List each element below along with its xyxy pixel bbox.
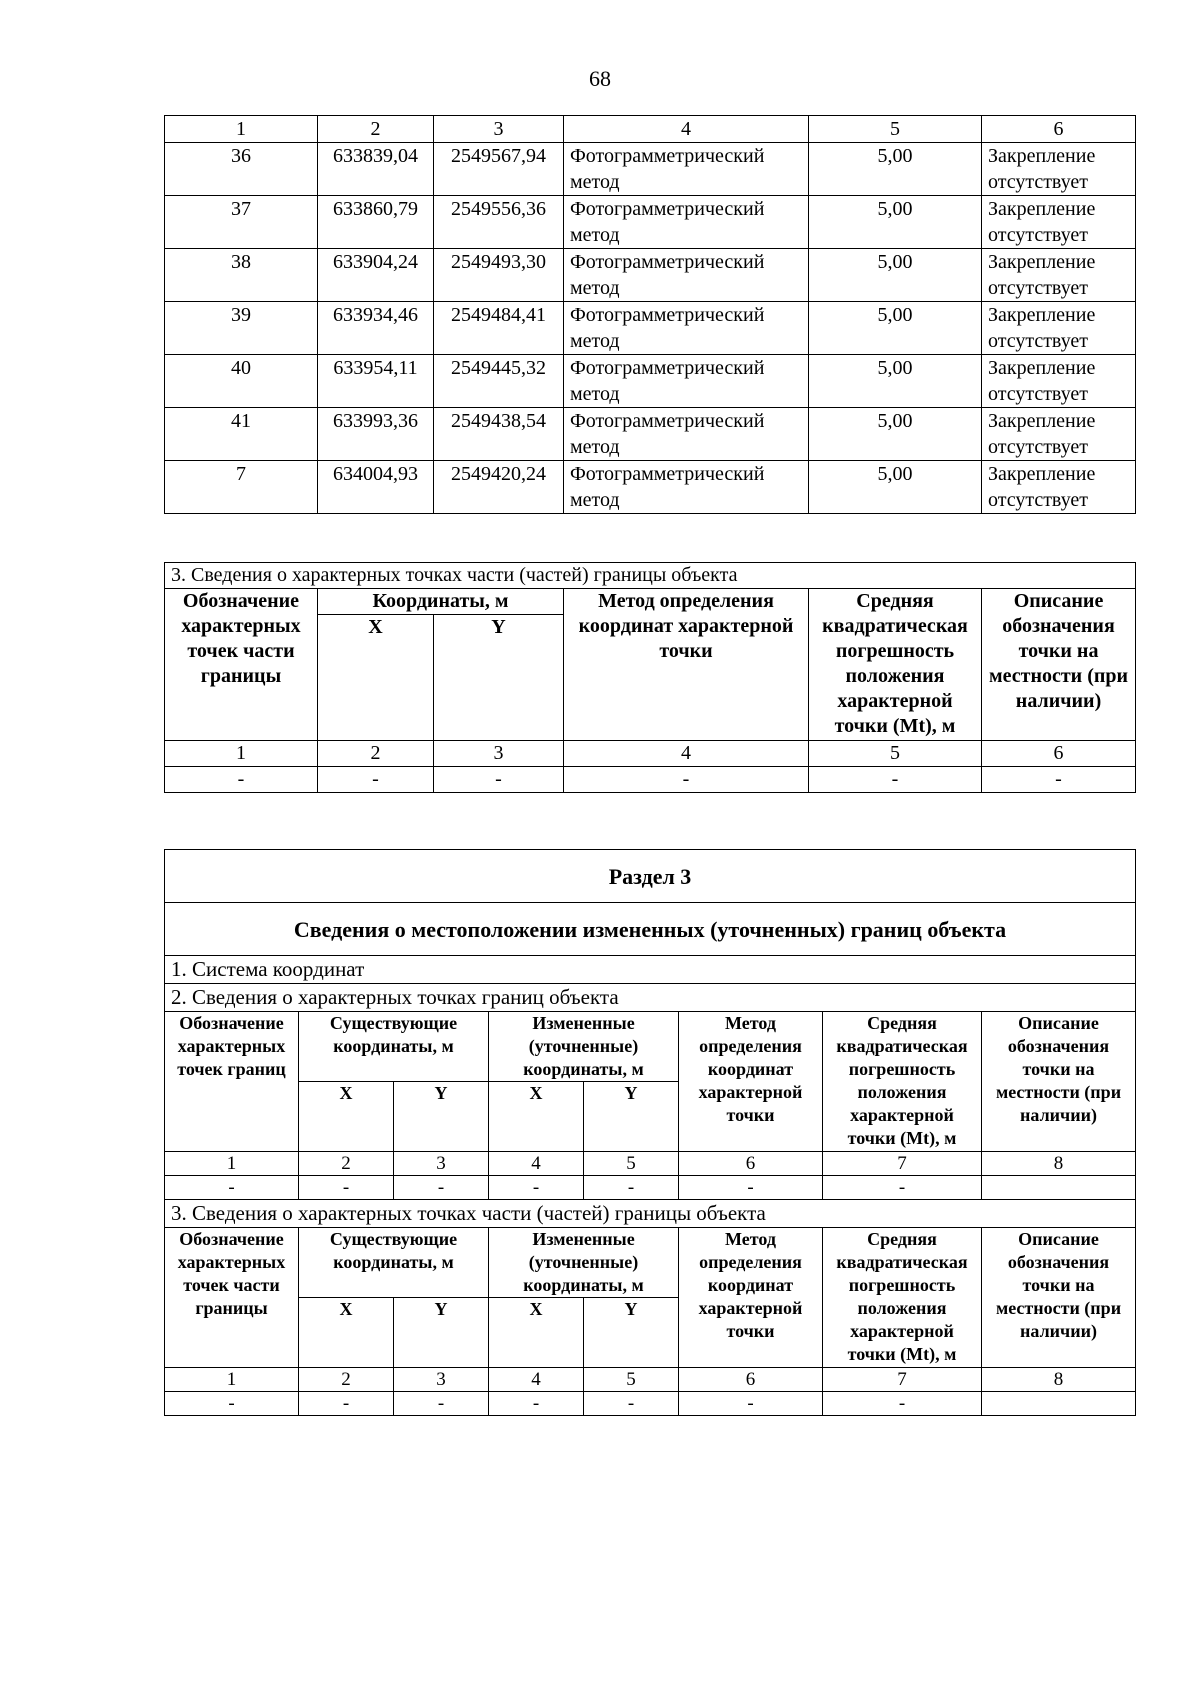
empty-cell: - [823, 1176, 982, 1200]
header-x: X [299, 1082, 394, 1152]
column-number: 8 [982, 1152, 1136, 1176]
empty-cell: - [434, 767, 564, 793]
header-cell: 4 [564, 116, 809, 143]
header-method: Метод определения координат характерной точки [564, 589, 809, 741]
header-x: X [489, 1082, 584, 1152]
column-number: 4 [489, 1152, 584, 1176]
table-header-row [165, 116, 1136, 143]
header-mt: Средняя квадратическая погрешность положения характерной точки (Mt), м [823, 1228, 982, 1368]
coord-x: 633839,04 [318, 143, 434, 196]
coord-y: 2549484,41 [434, 302, 564, 355]
empty-cell: - [299, 1392, 394, 1416]
header-existing-coords: Существующие координаты, м [299, 1228, 489, 1298]
mt-value: 5,00 [809, 302, 982, 355]
mt-value: 5,00 [809, 461, 982, 514]
point-number: 40 [165, 355, 318, 408]
header-changed-coords: Измененные (уточненные) координаты, м [489, 1228, 679, 1298]
header-cell: 3 [434, 116, 564, 143]
description: Закрепление отсутствует [982, 302, 1136, 355]
column-number: 8 [982, 1368, 1136, 1392]
header-y: Y [584, 1298, 679, 1368]
method: Фотограмметрический метод [564, 355, 809, 408]
header-cell: 6 [982, 116, 1136, 143]
header-y: Y [584, 1082, 679, 1152]
column-number: 2 [318, 741, 434, 767]
column-number: 1 [165, 1152, 299, 1176]
coord-x: 634004,93 [318, 461, 434, 514]
empty-cell [982, 1176, 1136, 1200]
empty-cell: - [489, 1392, 584, 1416]
page-number: 68 [589, 66, 611, 91]
empty-cell: - [679, 1176, 823, 1200]
method: Фотограмметрический метод [564, 249, 809, 302]
column-number: 4 [564, 741, 809, 767]
table-row [165, 355, 1136, 408]
point-number: 41 [165, 408, 318, 461]
header-description: Описание обозначения точки на местности (при наличии) [982, 589, 1136, 741]
section-subtitle: Сведения о местоположении измененных (уточненных) границ объекта [165, 903, 1136, 956]
method: Фотограмметрический метод [564, 302, 809, 355]
column-number: 6 [982, 741, 1136, 767]
header-y: Y [394, 1298, 489, 1368]
coord-y: 2549567,94 [434, 143, 564, 196]
mt-value: 5,00 [809, 408, 982, 461]
description: Закрепление отсутствует [982, 461, 1136, 514]
column-number: 3 [394, 1368, 489, 1392]
empty-cell: - [299, 1176, 394, 1200]
header-description: Описание обозначения точки на местности (при наличии) [982, 1228, 1136, 1368]
empty-cell: - [165, 767, 318, 793]
header-cell: 1 [165, 116, 318, 143]
table-row [165, 302, 1136, 355]
column-number: 7 [823, 1368, 982, 1392]
column-number: 1 [165, 741, 318, 767]
header-changed-coords: Измененные (уточненные) координаты, м [489, 1012, 679, 1082]
coord-y: 2549438,54 [434, 408, 564, 461]
header-method: Метод определения координат характерной точки [679, 1012, 823, 1152]
header-mt: Средняя квадратическая погрешность положения характерной точки (Mt), м [809, 589, 982, 741]
coord-y: 2549445,32 [434, 355, 564, 408]
header-x: X [318, 615, 434, 741]
empty-cell: - [679, 1392, 823, 1416]
column-number: 2 [299, 1368, 394, 1392]
point-number: 36 [165, 143, 318, 196]
empty-cell [982, 1392, 1136, 1416]
column-number: 3 [394, 1152, 489, 1176]
empty-cell: - [318, 767, 434, 793]
table-row [165, 196, 1136, 249]
method: Фотограмметрический метод [564, 461, 809, 514]
column-number: 1 [165, 1368, 299, 1392]
header-description: Описание обозначения точки на местности (при наличии) [982, 1012, 1136, 1152]
empty-cell: - [489, 1176, 584, 1200]
header-x: X [489, 1298, 584, 1368]
coord-x: 633934,46 [318, 302, 434, 355]
column-number: 3 [434, 741, 564, 767]
mt-value: 5,00 [809, 196, 982, 249]
table-caption: 3. Сведения о характерных точках части (частей) границы объекта [165, 563, 1136, 589]
column-number: 5 [584, 1152, 679, 1176]
part2-caption: 2. Сведения о характерных точках границ объекта [165, 984, 1136, 1012]
column-number: 5 [809, 741, 982, 767]
table-row [165, 249, 1136, 302]
description: Закрепление отсутствует [982, 249, 1136, 302]
empty-cell: - [584, 1392, 679, 1416]
header-designation: Обозначение характерных точек части границы [165, 589, 318, 741]
header-cell: 2 [318, 116, 434, 143]
table-row [165, 143, 1136, 196]
empty-cell: - [982, 767, 1136, 793]
description: Закрепление отсутствует [982, 143, 1136, 196]
coordinates-table [164, 115, 1136, 514]
method: Фотограмметрический метод [564, 196, 809, 249]
coord-y: 2549493,30 [434, 249, 564, 302]
empty-cell: - [394, 1176, 489, 1200]
coord-x: 633860,79 [318, 196, 434, 249]
column-number: 5 [584, 1368, 679, 1392]
header-mt: Средняя квадратическая погрешность положения характерной точки (Mt), м [823, 1012, 982, 1152]
coord-x: 633993,36 [318, 408, 434, 461]
header-y: Y [434, 615, 564, 741]
mt-value: 5,00 [809, 355, 982, 408]
header-designation: Обозначение характерных точек части границы [165, 1228, 299, 1368]
coord-system-caption: 1. Система координат [165, 956, 1136, 984]
part-points-table [164, 562, 1136, 793]
header-cell: 5 [809, 116, 982, 143]
method: Фотограмметрический метод [564, 408, 809, 461]
header-y: Y [394, 1082, 489, 1152]
coord-y: 2549556,36 [434, 196, 564, 249]
point-number: 38 [165, 249, 318, 302]
mt-value: 5,00 [809, 143, 982, 196]
header-x: X [299, 1298, 394, 1368]
column-number: 4 [489, 1368, 584, 1392]
point-number: 37 [165, 196, 318, 249]
point-number: 7 [165, 461, 318, 514]
description: Закрепление отсутствует [982, 355, 1136, 408]
empty-cell: - [809, 767, 982, 793]
description: Закрепление отсутствует [982, 196, 1136, 249]
table-row [165, 461, 1136, 514]
empty-cell: - [823, 1392, 982, 1416]
coord-x: 633904,24 [318, 249, 434, 302]
header-method: Метод определения координат характерной точки [679, 1228, 823, 1368]
point-number: 39 [165, 302, 318, 355]
empty-cell: - [564, 767, 809, 793]
description: Закрепление отсутствует [982, 408, 1136, 461]
column-number: 6 [679, 1368, 823, 1392]
section-3-table [164, 849, 1136, 1416]
header-existing-coords: Существующие координаты, м [299, 1012, 489, 1082]
section-title: Раздел 3 [165, 850, 1136, 903]
coord-x: 633954,11 [318, 355, 434, 408]
table-row [165, 408, 1136, 461]
column-number: 6 [679, 1152, 823, 1176]
mt-value: 5,00 [809, 249, 982, 302]
empty-cell: - [165, 1176, 299, 1200]
empty-cell: - [584, 1176, 679, 1200]
coord-y: 2549420,24 [434, 461, 564, 514]
header-coordinates: Координаты, м [318, 589, 564, 615]
header-designation: Обозначение характерных точек границ [165, 1012, 299, 1152]
column-number: 7 [823, 1152, 982, 1176]
column-number: 2 [299, 1152, 394, 1176]
empty-cell: - [394, 1392, 489, 1416]
method: Фотограмметрический метод [564, 143, 809, 196]
part3-caption: 3. Сведения о характерных точках части (частей) границы объекта [165, 1200, 1136, 1228]
empty-cell: - [165, 1392, 299, 1416]
